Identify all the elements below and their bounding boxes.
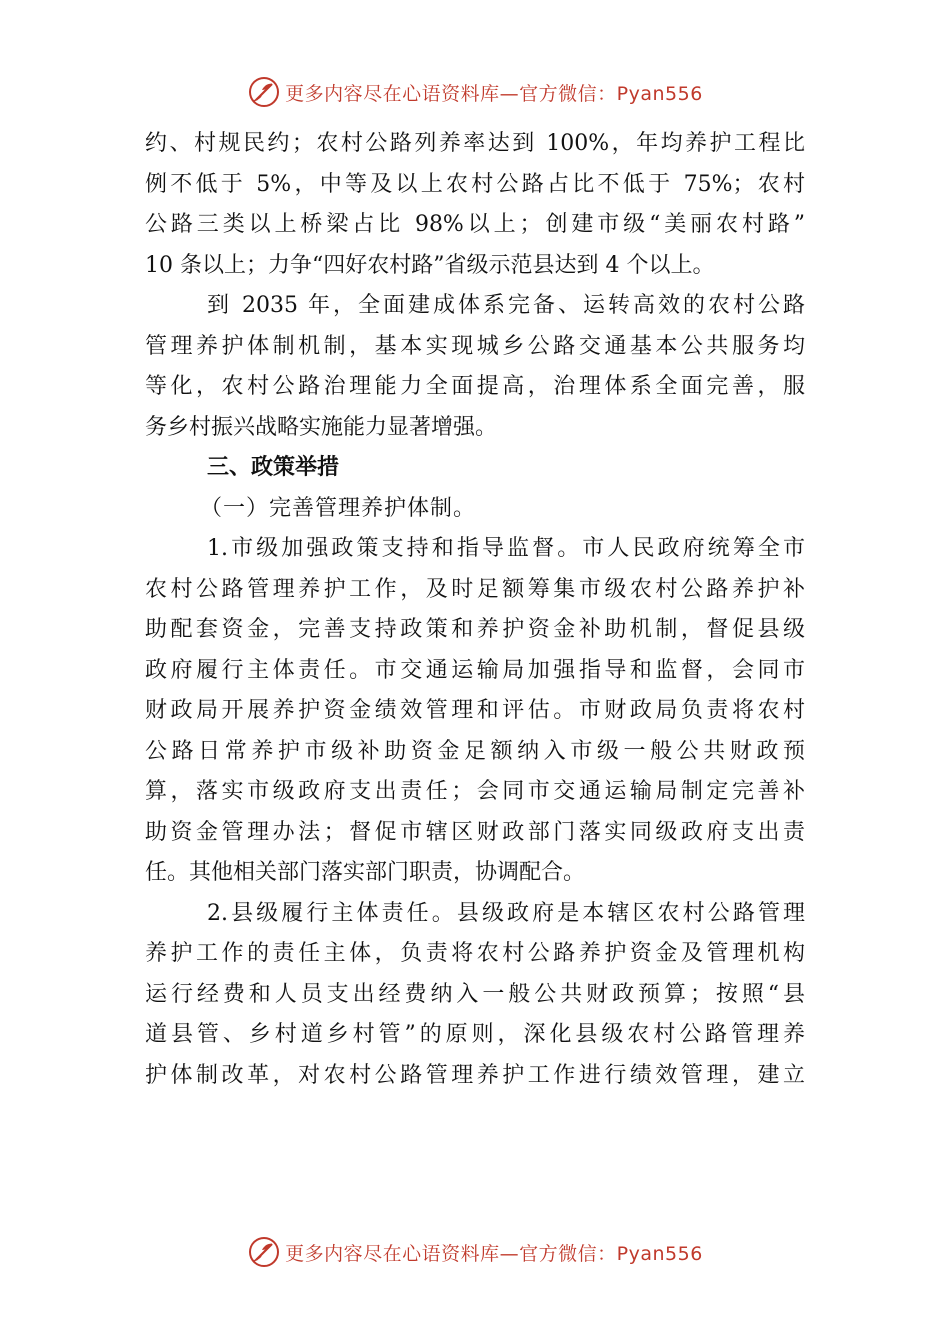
paragraph-line: 养护工作的责任主体，负责将农村公路养护资金及管理机构 — [145, 941, 805, 966]
paragraph-line: 政府履行主体责任。市交通运输局加强指导和监督，会同市 — [145, 657, 805, 683]
paragraph-line: 等化，农村公路治理能力全面提高，治理体系全面完善，服 — [145, 374, 805, 399]
document-body — [145, 124, 805, 1096]
paragraph-line: 助配套资金，完善支持政策和养护资金补助机制，督促县级 — [145, 617, 805, 642]
footer-banner-text: 更多内容尽在心语资料库—官方微信：Pyan556 — [285, 1242, 703, 1265]
paragraph-line: 公路日常养护市级补助资金足额纳入市级一般公共财政预 — [145, 738, 805, 764]
quill-logo-icon — [247, 75, 281, 109]
paragraph-line: 到 2035 年，全面建成体系完备、运转高效的农村公路 — [207, 293, 805, 318]
subsection-heading: （一）完善管理养护体制。 — [200, 495, 477, 521]
paragraph-line: 10 条以上；力争“四好农村路”省级示范县达到 4 个以上。 — [145, 252, 715, 278]
paragraph-line: 道县管、乡村道乡村管”的原则，深化县级农村公路管理养 — [145, 1022, 805, 1047]
paragraph-line: 1.市级加强政策支持和指导监督。市人民政府统筹全市 — [207, 536, 805, 561]
paragraph-line: 助资金管理办法；督促市辖区财政部门落实同级政府支出责 — [145, 819, 805, 845]
paragraph-line: 任。其他相关部门落实部门职责，协调配合。 — [145, 860, 586, 885]
header-banner — [0, 72, 950, 112]
paragraph-line: 财政局开展养护资金绩效管理和评估。市财政局负责将农村 — [145, 698, 805, 723]
paragraph-line: 管理养护体制机制，基本实现城乡公路交通基本公共服务均 — [145, 333, 805, 359]
paragraph-line: 公路三类以上桥梁占比 98%以上；创建市级“美丽农村路” — [145, 212, 805, 237]
paragraph-line: 护体制改革，对农村公路管理养护工作进行绩效管理，建立 — [145, 1062, 805, 1088]
paragraph-line: 运行经费和人员支出经费纳入一般公共财政预算；按照“县 — [145, 981, 805, 1007]
paragraph-line: 务乡村振兴战略实施能力显著增强。 — [145, 414, 498, 440]
paragraph-line: 2.县级履行主体责任。县级政府是本辖区农村公路管理 — [207, 900, 805, 926]
footer-banner — [0, 1232, 950, 1272]
paragraph-line: 约、村规民约；农村公路列养率达到 100%，年均养护工程比 — [145, 131, 805, 156]
paragraph-line: 农村公路管理养护工作，及时足额筹集市级农村公路养护补 — [145, 576, 805, 602]
header-banner-text: 更多内容尽在心语资料库—官方微信：Pyan556 — [285, 82, 703, 105]
paragraph-line: 例不低于 5%，中等及以上农村公路占比不低于 75%；农村 — [145, 171, 805, 197]
section-heading: 三、政策举措 — [207, 455, 340, 480]
quill-logo-icon — [247, 1235, 281, 1269]
paragraph-line: 算，落实市级政府支出责任；会同市交通运输局制定完善补 — [145, 779, 805, 804]
